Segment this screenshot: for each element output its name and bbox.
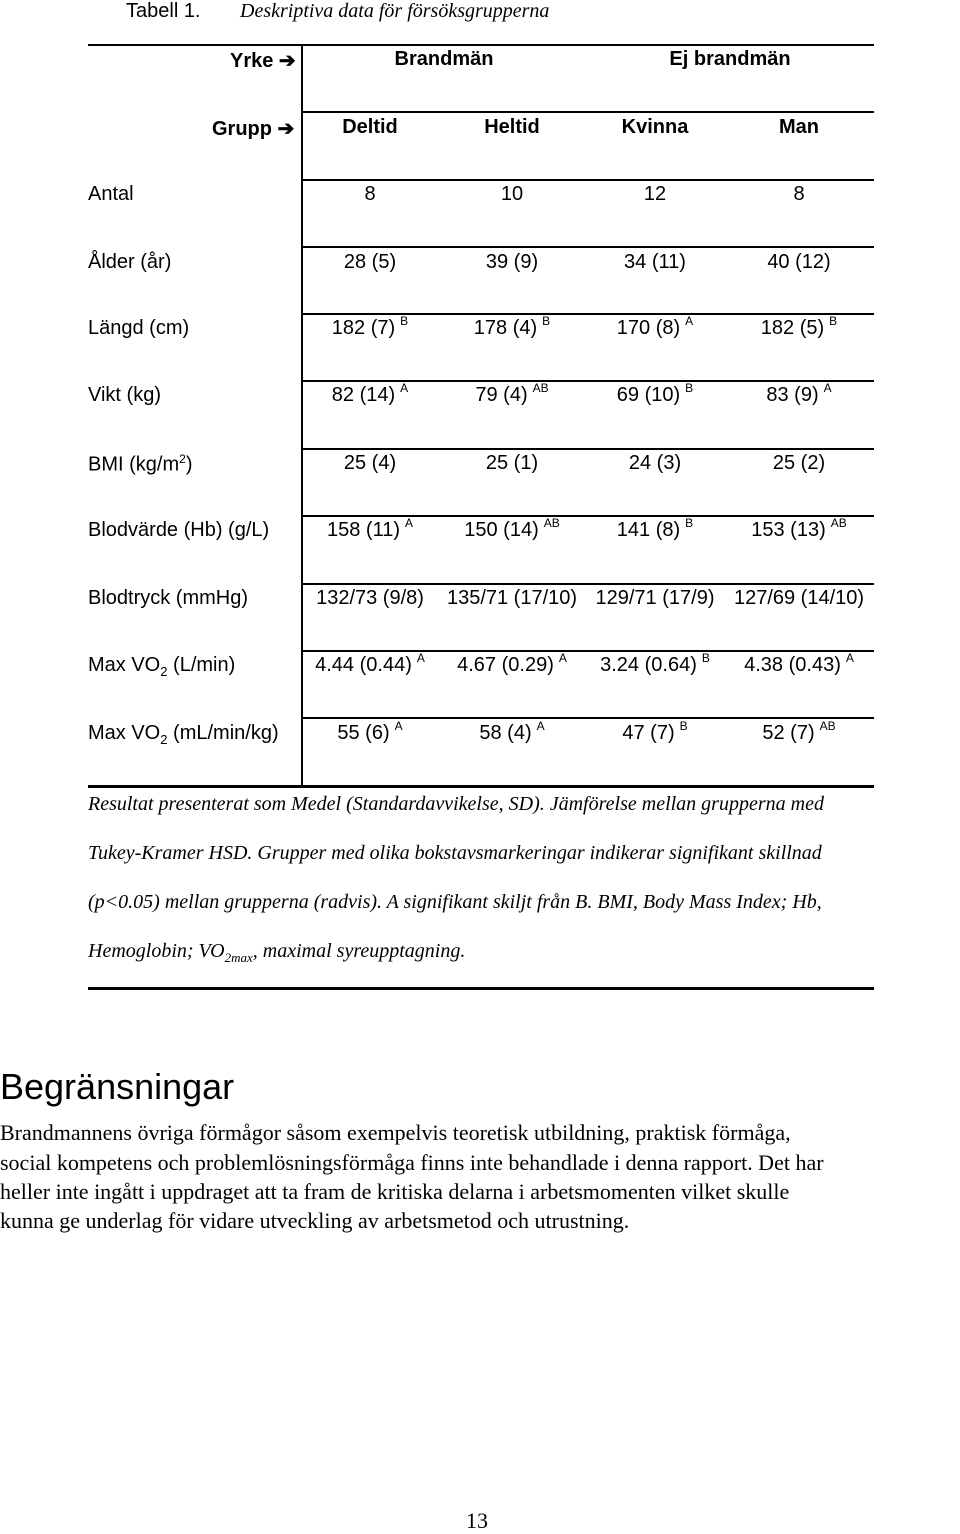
- table-cell: 153 (13) $^{AB}$: [751, 516, 847, 541]
- table-cell: 150 (14) $^{AB}$: [464, 516, 560, 541]
- header-man: Man: [779, 116, 819, 138]
- table-cell: 132/73 (9/8): [316, 587, 424, 609]
- table-cell: 40 (12): [767, 251, 831, 273]
- header-deltid: Deltid: [342, 116, 398, 138]
- significance-letter: B: [829, 314, 838, 328]
- table-note-line: Tukey-Kramer HSD. Grupper med olika bokstavsmarkeringar indikerar signifikant skillnad: [88, 842, 822, 864]
- table-cell: 58 (4) $^A$: [479, 719, 545, 744]
- table-cell: 52 (7) $^{AB}$: [762, 719, 836, 744]
- table-cell: 129/71 (17/9): [595, 587, 715, 609]
- significance-letter: B: [542, 314, 551, 328]
- row-label: Antal: [88, 183, 134, 205]
- table-cell: 25 (1): [485, 452, 539, 474]
- table-cell: 135/71 (17/10): [446, 587, 578, 609]
- significance-letter: B: [685, 381, 694, 395]
- table-top-rule: [88, 44, 874, 46]
- significance-letter: A: [558, 651, 567, 665]
- significance-letter: A: [394, 719, 403, 733]
- table-cell: 83 (9) $^A$: [766, 381, 832, 406]
- significance-letter: A: [400, 381, 409, 395]
- table-note-line: Resultat presenterat som Medel (Standardavvikelse, SD). Jämförelse mellan grupperna med: [88, 793, 824, 815]
- table-rule: [302, 179, 874, 181]
- table-cell: 178 (4) $^B$: [473, 314, 551, 339]
- header-yrke-label: Yrke ➔: [230, 50, 296, 72]
- significance-letter: AB: [830, 516, 847, 530]
- table-cell: 28 (5): [343, 251, 397, 273]
- table-cell: 25 (2): [772, 452, 826, 474]
- table-cell: 34 (11): [624, 251, 686, 273]
- header-brandman: Brandmän: [394, 48, 494, 70]
- paragraph-line: heller inte ingått i uppdraget att ta fram de kritiska delarna i arbetsmomenten vilket skulle: [0, 1179, 790, 1204]
- significance-letter: A: [685, 314, 694, 328]
- table-caption-label: Tabell 1.: [126, 0, 201, 22]
- row-label: Max $VO_2$ (mL/min/kg): [88, 722, 279, 747]
- table-cell: 12: [643, 183, 667, 205]
- row-label: Längd (cm): [88, 317, 190, 339]
- table-rule: [302, 515, 874, 517]
- row-label: Blodtryck (mmHg): [88, 587, 249, 609]
- significance-letter: A: [845, 651, 854, 665]
- header-kvinna: Kvinna: [621, 116, 689, 138]
- table-note-line: (p<0.05) mellan grupperna (radvis). A signifikant skiljt från B. BMI, Body Mass Index; Hb,: [88, 891, 822, 913]
- table-cell: 182 (5) $^B$: [760, 314, 838, 339]
- header-ej-brandman: Ej brandmän: [669, 48, 791, 70]
- table-cell: 47 (7) $^B$: [622, 719, 688, 744]
- significance-letter: B: [400, 314, 409, 328]
- table-cell: 158 (11) $^A$: [326, 516, 414, 541]
- row-label: Max $VO_2$ (L/min): [88, 654, 236, 679]
- table-rule: [302, 246, 874, 248]
- row-label: Ålder (år): [88, 251, 172, 273]
- paragraph-line: social kompetens och problemlösningsförmåga finns inte behandlade i denna rapport. Det har: [0, 1150, 824, 1175]
- table-cell: 4.67 (0.29) $^A$: [457, 651, 567, 676]
- table-bottom-rule: [88, 785, 874, 788]
- significance-letter: AB: [532, 381, 549, 395]
- significance-letter: A: [823, 381, 832, 395]
- table-rule: [302, 448, 874, 450]
- row-label: Vikt (kg): [88, 384, 161, 406]
- row-label: Blodvärde (Hb) (g/L): [88, 519, 270, 541]
- paragraph-line: Brandmannens övriga förmågor såsom exempelvis teoretisk utbildning, praktisk förmåga,: [0, 1120, 791, 1145]
- table-cell: 8: [364, 183, 376, 205]
- table-cell: 170 (8) $^A$: [616, 314, 694, 339]
- table-cell: 4.38 (0.43) $^A$: [744, 651, 854, 676]
- table-rule: [302, 650, 874, 652]
- table-rule: [302, 380, 874, 382]
- table-cell: 10: [500, 183, 524, 205]
- table-cell: 127/69 (14/10): [733, 587, 865, 609]
- table-cell: 3.24 (0.64) $^B$: [600, 651, 710, 676]
- table-cell: 82 (14) $^A$: [331, 381, 409, 406]
- table-cell: 141 (8) $^B$: [616, 516, 694, 541]
- table-cell: 182 (7) $^B$: [331, 314, 409, 339]
- significance-letter: A: [405, 516, 414, 530]
- significance-letter: B: [701, 651, 710, 665]
- table-vertical-rule: [301, 44, 303, 786]
- significance-letter: A: [416, 651, 425, 665]
- significance-letter: B: [679, 719, 688, 733]
- table-cell: 25 (4): [343, 452, 397, 474]
- table-rule: [302, 717, 874, 719]
- header-grupp-label: Grupp ➔: [212, 118, 295, 140]
- table-cell: 55 (6) $^A$: [337, 719, 403, 744]
- header-heltid: Heltid: [484, 116, 540, 138]
- significance-letter: A: [536, 719, 545, 733]
- table-rule: [302, 111, 874, 113]
- significance-letter: AB: [543, 516, 560, 530]
- table-caption-title: Deskriptiva data för försöksgrupperna: [240, 0, 550, 22]
- table-rule: [302, 583, 874, 585]
- table-cell: 39 (9): [485, 251, 539, 273]
- row-label: BMI $(kg/m^2)$: [88, 452, 193, 476]
- notes-bottom-rule: [88, 987, 874, 990]
- paragraph-line: kunna ge underlag för vidare utveckling av arbetsmetod och utrustning.: [0, 1208, 630, 1233]
- table-note-line: Hemoglobin; $VO_{2max}$, maximal syreupptagning.: [88, 940, 466, 965]
- table-cell: 69 (10) $^B$: [616, 381, 694, 406]
- table-cell: 4.44 (0.44) $^A$: [315, 651, 425, 676]
- table-cell: 24 (3): [628, 452, 682, 474]
- table-cell: 79 (4) $^{AB}$: [475, 381, 549, 406]
- significance-letter: AB: [819, 719, 836, 733]
- significance-letter: B: [685, 516, 694, 530]
- section-heading: Begränsningar: [0, 1066, 235, 1107]
- table-rule: [302, 313, 874, 315]
- table-cell: 8: [793, 183, 805, 205]
- page-number: 13: [466, 1508, 488, 1533]
